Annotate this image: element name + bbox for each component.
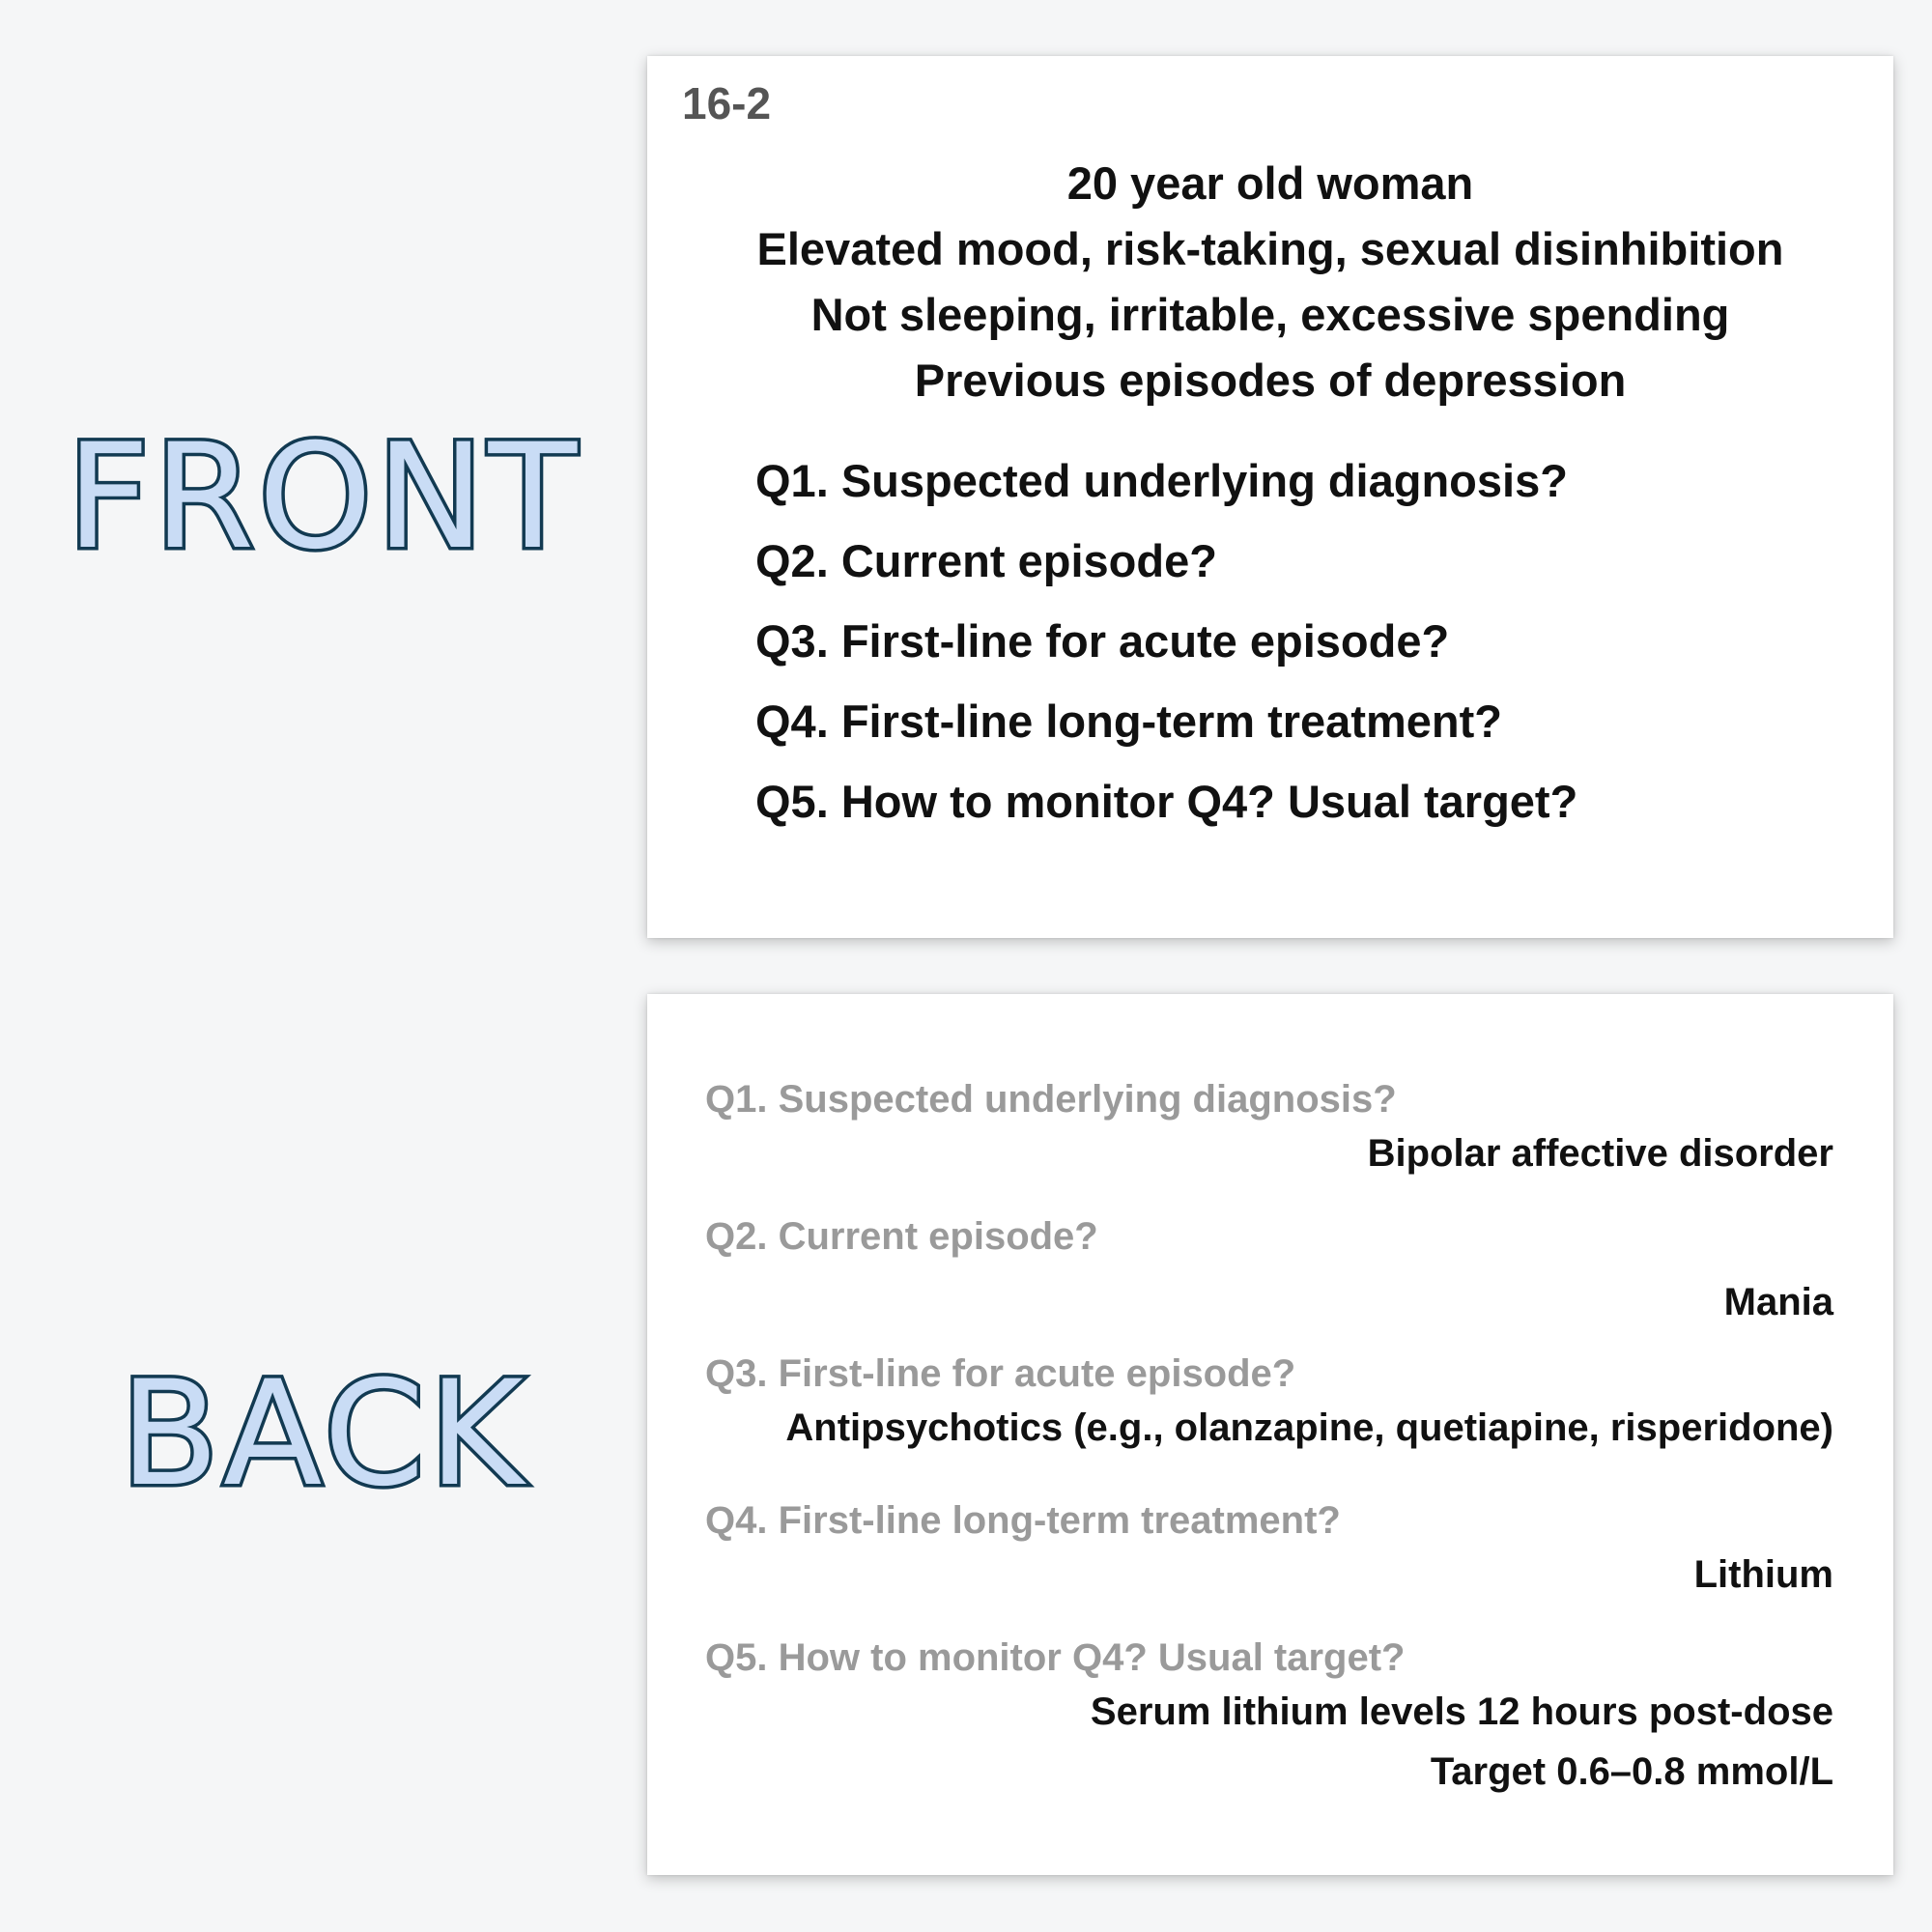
qa-question: Q3. First-line for acute episode? bbox=[705, 1352, 1296, 1395]
card-id: 16-2 bbox=[682, 78, 772, 128]
qa-question: Q4. First-line long-term treatment? bbox=[705, 1499, 1341, 1542]
qa-answer: Lithium bbox=[1693, 1553, 1833, 1596]
vignette-line: Not sleeping, irritable, excessive spending bbox=[810, 289, 1730, 340]
front-label: FRONT bbox=[66, 413, 582, 582]
front-card bbox=[647, 56, 1893, 938]
qa-question: Q2. Current episode? bbox=[705, 1215, 1098, 1258]
qa-item-1 bbox=[705, 1075, 1833, 1183]
back-card bbox=[647, 994, 1893, 1875]
vignette-line: Previous episodes of depression bbox=[914, 355, 1627, 406]
question-1: Q1. Suspected underlying diagnosis? bbox=[755, 455, 1568, 506]
case-vignette bbox=[647, 151, 1893, 413]
qa-item-5 bbox=[705, 1634, 1833, 1802]
qa-question: Q5. How to monitor Q4? Usual target? bbox=[705, 1636, 1406, 1679]
back-label: BACK bbox=[120, 1350, 527, 1519]
question-list bbox=[755, 440, 1577, 841]
question-2: Q2. Current episode? bbox=[755, 535, 1217, 586]
question-5: Q5. How to monitor Q4? Usual target? bbox=[755, 776, 1578, 827]
qa-item-3 bbox=[705, 1350, 1833, 1458]
qa-answer: Serum lithium levels 12 hours post-dose bbox=[1090, 1690, 1833, 1733]
qa-answer: Target 0.6–0.8 mmol/L bbox=[1430, 1750, 1833, 1793]
question-4: Q4. First-line long-term treatment? bbox=[755, 696, 1502, 747]
qa-answer: Bipolar affective disorder bbox=[1367, 1132, 1833, 1175]
qa-question: Q1. Suspected underlying diagnosis? bbox=[705, 1078, 1397, 1121]
qa-answer: Mania bbox=[1723, 1281, 1833, 1323]
question-3: Q3. First-line for acute episode? bbox=[755, 615, 1450, 667]
vignette-line: 20 year old woman bbox=[1066, 157, 1474, 209]
vignette-line: Elevated mood, risk-taking, sexual disinhibition bbox=[756, 223, 1784, 274]
qa-item-4 bbox=[705, 1496, 1833, 1605]
qa-item-2 bbox=[705, 1212, 1833, 1332]
qa-answer: Antipsychotics (e.g., olanzapine, quetiapine, risperidone) bbox=[785, 1406, 1833, 1449]
